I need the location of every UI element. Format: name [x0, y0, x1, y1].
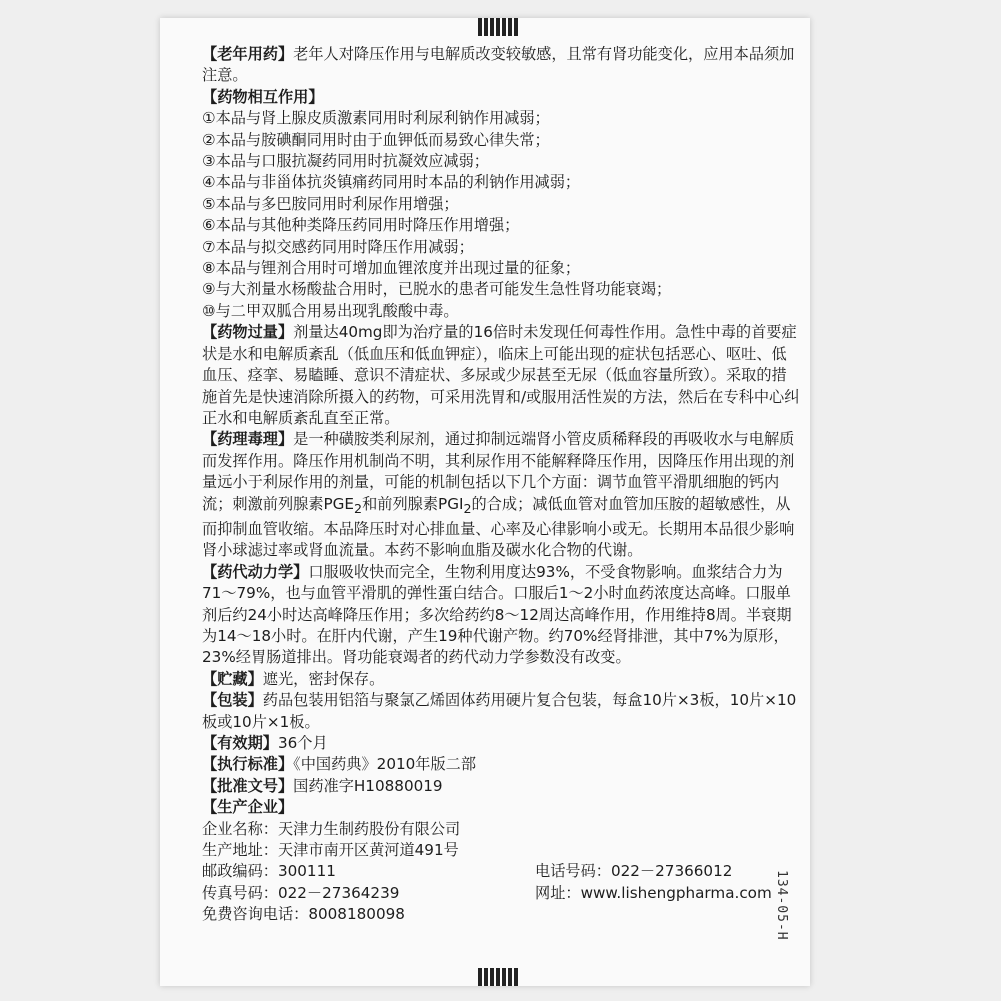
section-heading: 【批准文号】	[202, 776, 294, 795]
section-text: 老年人对降压作用与电解质改变较敏感，且常有肾功能变化，应用本品须加注意。	[202, 45, 795, 85]
section-heading: 【执行标准】	[202, 755, 294, 774]
field-value: 022－27364239	[277, 883, 400, 902]
field-value: 天津力生制药股份有限公司	[277, 819, 461, 838]
section-heading: 【包装】	[202, 691, 263, 710]
section-heading: 【药物过量】	[202, 323, 294, 342]
contact-row	[202, 883, 800, 904]
field-label: 生产地址：	[202, 841, 278, 860]
field-value: 8008180098	[308, 905, 405, 924]
section-text: 的合成；减低血管对血管加压胺的超敏感性，从而抑制血管收缩。本品降压时对心排血量、心率及心律影响小或无。长期用本品很少影响肾小球滤过率或肾血流量。本药不影响血脂及碳水化合物的代谢。	[202, 494, 795, 560]
section-standard	[202, 754, 800, 775]
interaction-item: ⑤本品与多巴胺同用时利尿作用增强；	[202, 194, 459, 213]
field-label: 传真号码：	[202, 883, 278, 902]
section-overdose	[202, 322, 800, 429]
subscript: 2	[354, 500, 363, 516]
interaction-item: ⑩与二甲双胍合用易出现乳酸酸中毒。	[202, 301, 459, 320]
field-value: 022－27366012	[610, 862, 733, 881]
leaflet-sheet	[160, 18, 810, 986]
print-registration-mark-bottom	[478, 968, 518, 986]
section-storage	[202, 669, 800, 690]
section-validity	[202, 733, 800, 754]
manufacturer-address	[202, 840, 800, 861]
field-label: 网址：	[535, 883, 581, 902]
field-label: 邮政编码：	[202, 862, 278, 881]
interaction-item: ⑧本品与锂剂合用时可增加血锂浓度并出现过量的征象；	[202, 259, 581, 278]
manufacturer-name	[202, 819, 800, 840]
interaction-item: ②本品与胺碘酮同用时由于血钾低而易致心律失常；	[202, 130, 550, 149]
interaction-item: ④本品与非甾体抗炎镇痛药同用时本品的利钠作用减弱；	[202, 173, 581, 192]
section-text: 和前列腺素PGI	[362, 494, 464, 513]
interaction-item: ⑦本品与拟交感药同用时降压作用减弱；	[202, 237, 474, 256]
hotline	[202, 904, 800, 925]
field-value: 天津市南开区黄河道491号	[277, 841, 459, 860]
section-text: 是一种磺胺类利尿剂，通过抑制远端肾小管皮质稀释段的再吸收水与电解质而发挥作用。降压作用机制尚不明，其利尿作用不能解释降压作用，因降压作用出现的剂量远小于利尿作用的剂量，可能的机制包括以下几个方面：调节血管平滑肌细胞的钙内流；刺激前列腺素PGE	[202, 430, 795, 513]
subscript: 2	[463, 500, 472, 516]
section-pharmacology	[202, 429, 800, 561]
section-text: 口服吸收快而完全，生物利用度达93%，不受食物影响。血浆结合力为71～79%，也与血管平滑肌的弹性蛋白结合。口服后1～2小时血药浓度达高峰。口服单剂后约24小时达高峰降压作用；多次给药约8～12周达高峰作用，作用维持8周。半衰期为14～18小时。在肝内代谢，产生19种代谢产物。约70%经肾排泄，其中7%为原形，23%经胃肠道排出。肾功能衰竭者的药代动力学参数没有改变。	[202, 562, 792, 667]
section-heading: 【有效期】	[202, 734, 278, 753]
section-heading: 【生产企业】	[202, 798, 294, 817]
field-value: 300111	[277, 862, 336, 881]
interaction-item: ③本品与口服抗凝药同用时抗凝效应减弱；	[202, 152, 489, 171]
section-heading: 【老年用药】	[202, 45, 294, 63]
field-label: 电话号码：	[535, 862, 611, 881]
interaction-item: ⑥本品与其他种类降压药同用时降压作用增强；	[202, 216, 520, 235]
section-text: 国药准字H10880019	[293, 776, 443, 795]
field-value: www.lishengpharma.com	[580, 883, 772, 902]
interaction-item: ①本品与肾上腺皮质激素同用时利尿利钠作用减弱；	[202, 109, 550, 128]
print-registration-mark-top	[478, 18, 518, 36]
section-heading: 【药代动力学】	[202, 562, 309, 581]
section-heading: 【药理毒理】	[202, 430, 294, 449]
section-heading: 【贮藏】	[202, 669, 263, 688]
section-approval	[202, 776, 800, 797]
leaflet-content	[202, 44, 800, 926]
section-text: 药品包装用铝箔与聚氯乙烯固体药用硬片复合包装，每盒10片×3板，10片×10板或10片×1板。	[202, 691, 797, 731]
fax-number	[202, 883, 535, 904]
section-text: 《中国药典》2010年版二部	[293, 755, 477, 774]
field-label: 企业名称：	[202, 819, 278, 838]
contact-row	[202, 861, 800, 882]
section-pharmacokinetics	[202, 562, 800, 669]
section-elderly	[202, 44, 800, 87]
phone-number	[535, 861, 732, 882]
print-code: 134-05-H	[774, 870, 789, 941]
interaction-item: ⑨与大剂量水杨酸盐合用时，已脱水的患者可能发生急性肾功能衰竭；	[202, 280, 672, 299]
section-text: 遮光，密封保存。	[262, 669, 385, 688]
section-text: 剂量达40mg即为治疗量的16倍时未发现任何毒性作用。急性中毒的首要症状是水和电解质紊乱（低血压和低血钾症），临床上可能出现的症状包括恶心、呕吐、低血压、痉挛、易瞌睡、意识不清症状、多尿或少尿甚至无尿（低血容量所致）。采取的措施首先是快速消除所摄入的药物，可采用洗胃和/或服用活性炭的方法，然后在专科中心纠正水和电解质紊乱直至正常。	[202, 323, 800, 427]
section-heading: 【药物相互作用】	[202, 87, 324, 106]
section-package	[202, 690, 800, 733]
postal-code	[202, 861, 535, 882]
section-text: 36个月	[277, 734, 328, 753]
field-label: 免费咨询电话：	[202, 905, 309, 924]
website	[535, 883, 772, 904]
